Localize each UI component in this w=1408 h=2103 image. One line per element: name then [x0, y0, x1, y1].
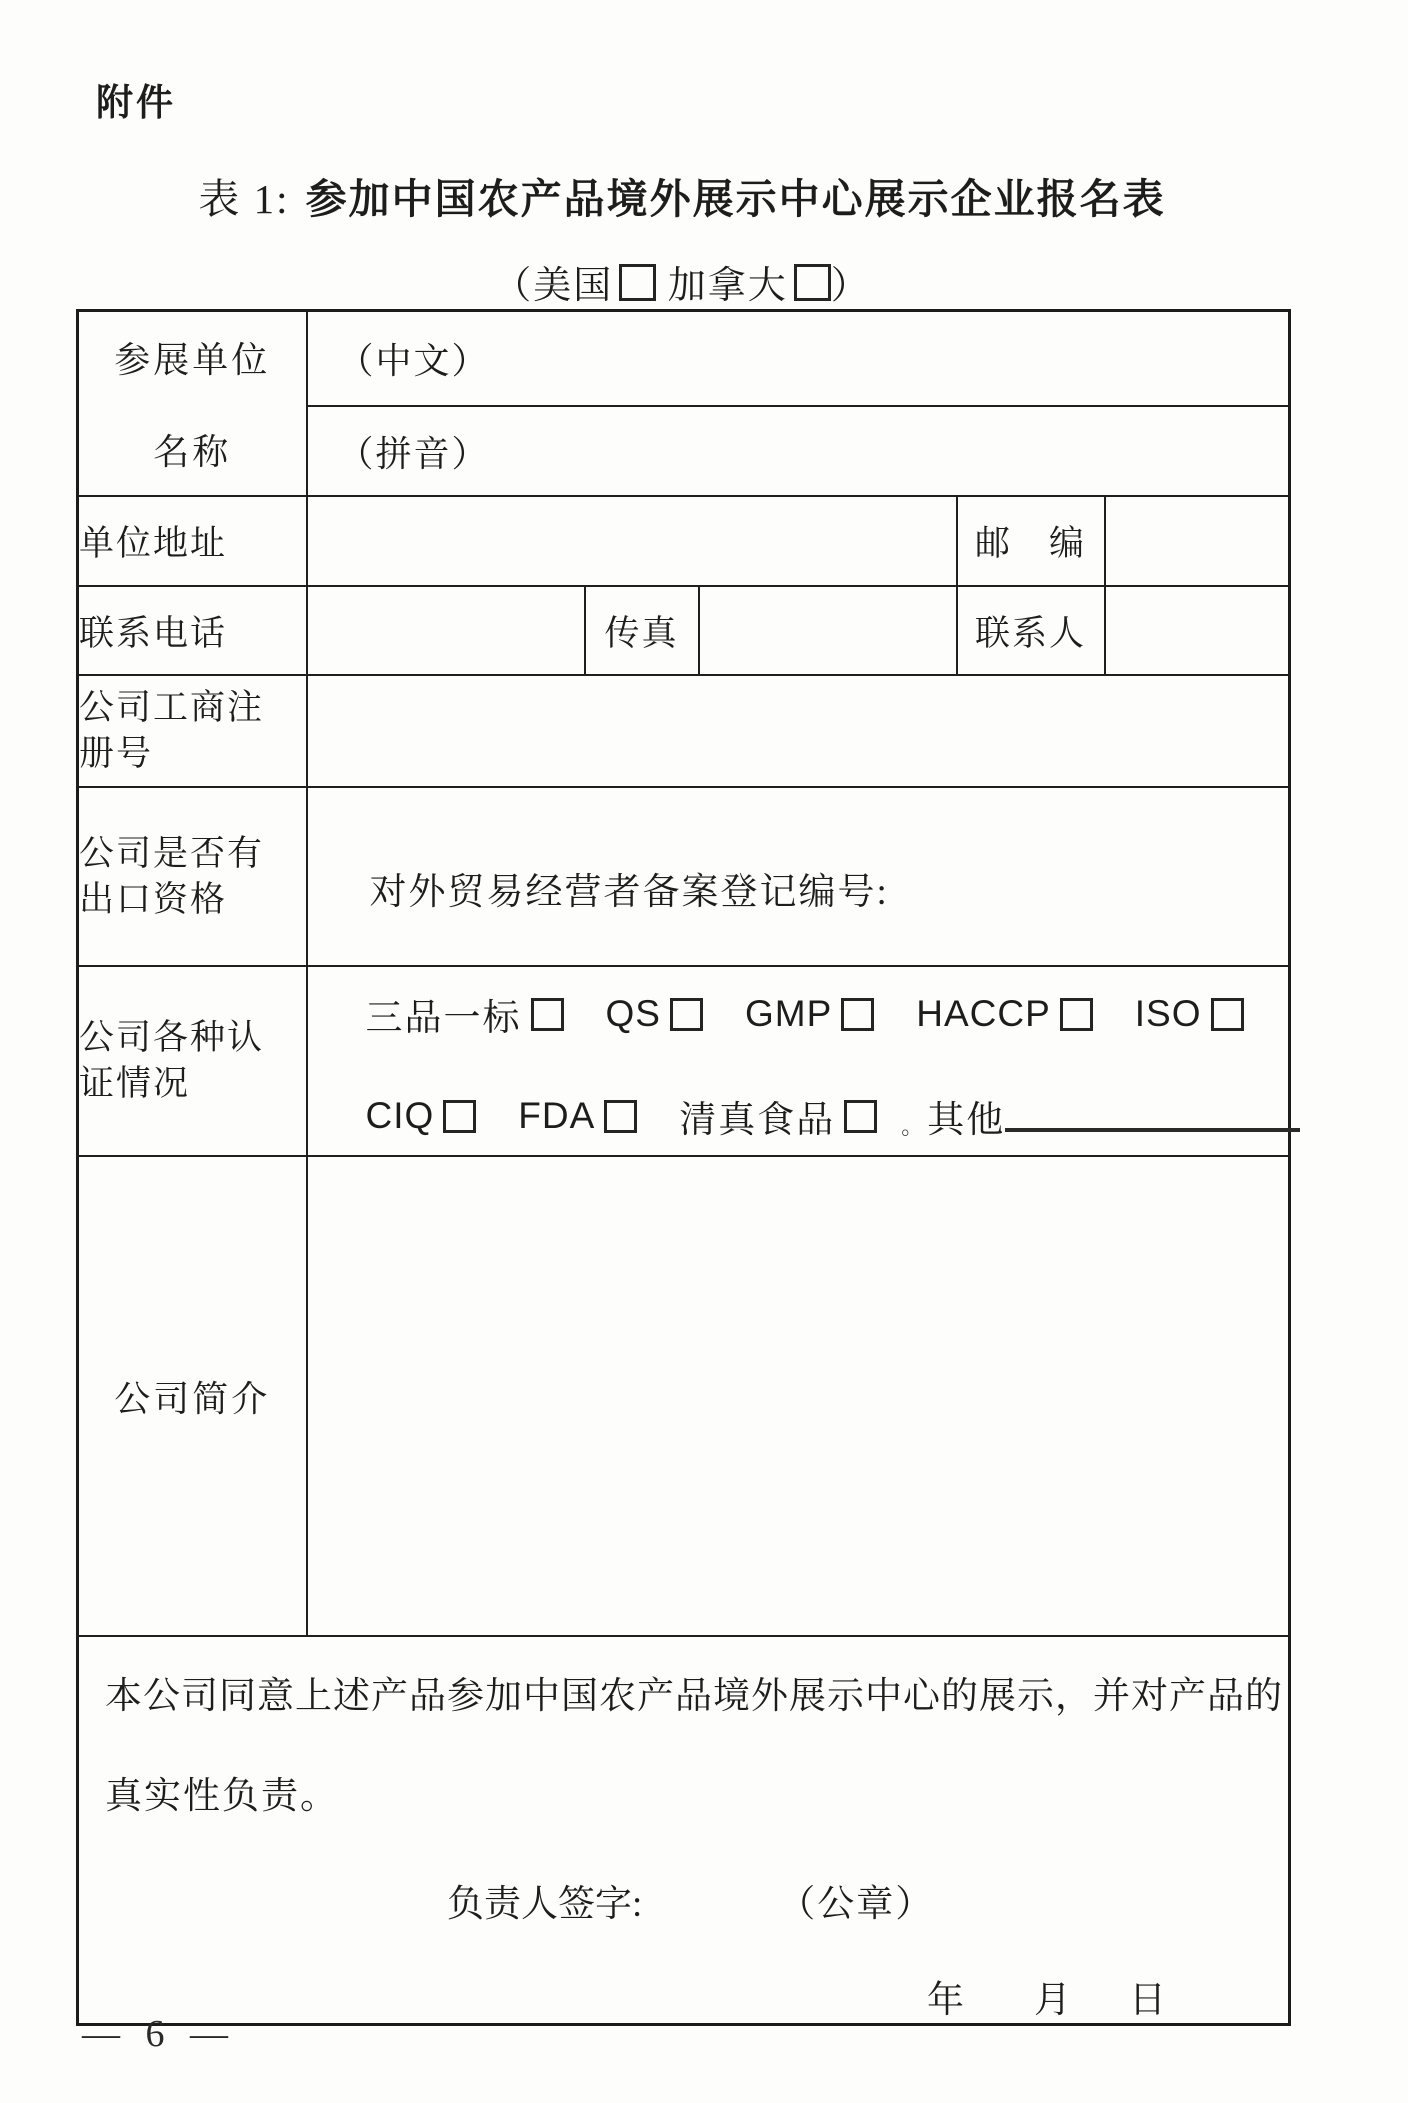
cert-gmp-label: GMP [744, 993, 833, 1034]
year-label: 年 [927, 1980, 964, 2021]
checkbox-iso[interactable] [1211, 998, 1244, 1031]
registration-label-line1: 公司工商注 [79, 688, 265, 727]
field-name-pinyin[interactable] [307, 406, 1290, 496]
checkbox-fda[interactable] [604, 1100, 637, 1133]
cert-qs-label: QS [605, 993, 661, 1034]
cert-sanpinyibiao-label: 三品一标 [365, 998, 522, 1039]
address-label: 单位地址 [78, 496, 307, 586]
cert-iso-label: ISO [1134, 993, 1202, 1034]
foreign-trade-filing-note: 对外贸易经营者备案登记编号: [369, 871, 889, 913]
export-label-line1: 公司是否有 [79, 833, 265, 873]
month-label: 月 [1034, 1980, 1071, 2021]
field-name-chinese[interactable] [307, 311, 1290, 407]
country-usa-label: 美国 [533, 265, 614, 307]
row-phone [78, 586, 1290, 675]
postal-code-label: 邮 编 [957, 496, 1105, 586]
field-contact-person[interactable] [1105, 586, 1290, 675]
row-company-profile [78, 1156, 1290, 1636]
checkbox-sanpinyibiao[interactable] [531, 998, 564, 1031]
stray-scan-mark: 。 [901, 1114, 924, 1139]
agreement-line2: 真实性负责。 [105, 1776, 339, 1817]
certification-row-2 [366, 1089, 1289, 1143]
phone-label: 联系电话 [78, 586, 307, 675]
field-company-profile[interactable] [307, 1156, 1290, 1636]
certifications-label-line1: 公司各种认 [79, 1018, 265, 1057]
registration-form-table [76, 309, 1291, 2026]
exhibitor-label-line1: 参展单位 [114, 340, 271, 381]
pinyin-prefix-label: （拼音） [337, 433, 490, 474]
row-export-qualification [78, 787, 1290, 966]
cert-ciq-label: CIQ [365, 1095, 435, 1136]
registration-label-line2: 册号 [79, 734, 154, 773]
row-agreement [78, 1636, 1290, 2025]
checkbox-gmp[interactable] [841, 998, 874, 1031]
exhibitor-label-line2: 名称 [153, 431, 232, 472]
form-title-main: 参加中国农产品境外展示中心展示企业报名表 [305, 176, 1166, 222]
row-certifications [78, 966, 1290, 1156]
country-selector [76, 254, 1288, 309]
field-fax[interactable] [699, 586, 957, 675]
other-fill-line[interactable] [1005, 1094, 1300, 1132]
exhibitor-name-label-cell [78, 311, 307, 497]
subtitle-close-paren: ） [830, 265, 871, 307]
checkbox-halal[interactable] [844, 1100, 877, 1133]
cert-fda-label: FDA [518, 1095, 596, 1136]
subtitle-open-paren: （ [493, 265, 534, 307]
export-label-line2: 出口资格 [79, 879, 228, 919]
cert-haccp-label: HACCP [916, 993, 1051, 1034]
registration-number-label [78, 675, 307, 787]
attachment-label: 附件 [96, 83, 176, 124]
field-postal-code[interactable] [1105, 496, 1290, 586]
cert-halal-label: 清真食品 [679, 1100, 836, 1141]
checkbox-haccp[interactable] [1060, 998, 1093, 1031]
checkbox-canada[interactable] [794, 264, 831, 301]
day-label: 日 [1129, 1980, 1166, 2021]
contact-person-label: 联系人 [957, 586, 1105, 675]
cert-other-label: 其他 [927, 1100, 1006, 1141]
row-address [78, 496, 1290, 586]
checkbox-qs[interactable] [670, 998, 703, 1031]
company-profile-label: 公司简介 [78, 1156, 307, 1636]
sign-label: 负责人签字: [447, 1884, 643, 1925]
checkbox-usa[interactable] [619, 264, 656, 301]
form-title [76, 166, 1288, 225]
export-qualification-label [78, 787, 307, 966]
fax-label: 传真 [585, 586, 699, 675]
country-canada-label: 加拿大 [667, 265, 788, 307]
row-business-registration [78, 675, 1290, 787]
seal-label: （公章） [778, 1884, 935, 1925]
agreement-line1: 本公司同意上述产品参加中国农产品境外展示中心的展示，并对产品的 [105, 1676, 1283, 1717]
field-registration-number[interactable] [307, 675, 1290, 787]
certification-row-1 [366, 987, 1289, 1041]
checkbox-ciq[interactable] [443, 1100, 476, 1133]
certifications-label-line2: 证情况 [79, 1064, 191, 1103]
signature-row [105, 1873, 1272, 1927]
date-row [105, 1969, 1272, 2023]
field-export-filing-number[interactable] [307, 787, 1290, 966]
field-address[interactable] [307, 496, 957, 586]
row-exhibitor-name-cn [78, 311, 1290, 407]
certifications-options-cell [307, 966, 1290, 1156]
field-phone[interactable] [307, 586, 585, 675]
agreement-cell [78, 1636, 1290, 2025]
chinese-prefix-label: （中文） [337, 341, 490, 381]
page-number: — 6 — [82, 2013, 228, 2055]
form-title-prefix: 表 1: [198, 176, 290, 222]
certifications-label [78, 966, 307, 1156]
